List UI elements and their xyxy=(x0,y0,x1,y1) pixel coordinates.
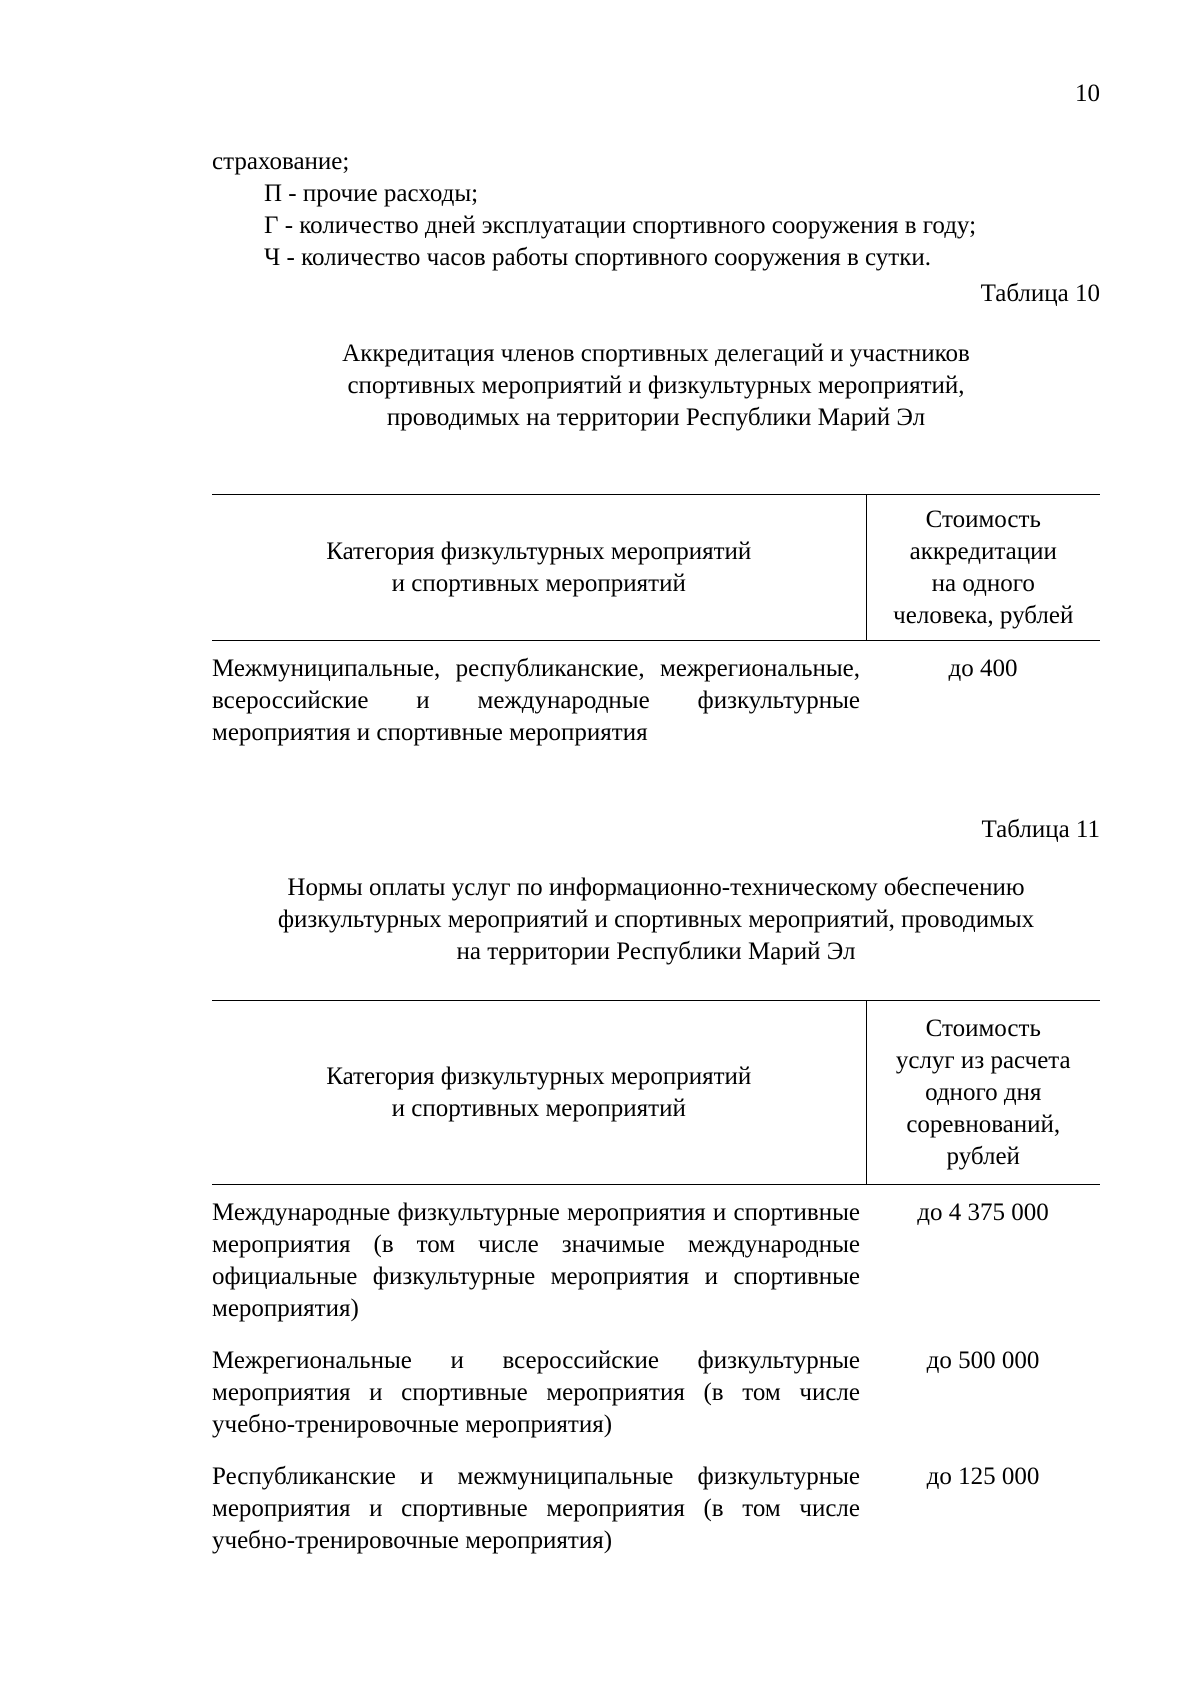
table-11-title xyxy=(212,872,1100,968)
header-line: рублей xyxy=(946,1142,1020,1170)
header-line: Категория физкультурных мероприятий xyxy=(326,1062,752,1090)
header-line: одного дня xyxy=(925,1078,1042,1106)
intro-lines xyxy=(212,146,1112,274)
header-line: человека, рублей xyxy=(893,601,1074,629)
row-price: до 125 000 xyxy=(926,1463,1040,1490)
table-row xyxy=(212,1185,1100,1326)
intro-line: Ч - количество часов работы спортивного сооружения в сутки. xyxy=(264,244,931,271)
intro-line: П - прочие расходы; xyxy=(264,180,479,207)
table-row xyxy=(212,1325,1100,1441)
row-price: до 500 000 xyxy=(926,1347,1040,1374)
header-line: и спортивных мероприятий xyxy=(391,1094,686,1122)
table-row xyxy=(212,641,1100,750)
row-category: Межрегиональные и всероссийские физкультурные мероприятия и спортивные мероприятия (в том числе учебно-тренировочные мероприятия) xyxy=(212,1347,860,1438)
table-11-title-line: Нормы оплаты услуг по информационно-техническому обеспечению xyxy=(287,874,1025,901)
table-11-title-line: физкультурных мероприятий и спортивных мероприятий, проводимых xyxy=(277,906,1035,933)
table-10-header-row xyxy=(212,495,1100,641)
table-11-header-price xyxy=(866,1001,1100,1185)
table-row xyxy=(212,1441,1100,1557)
header-line: и спортивных мероприятий xyxy=(391,569,686,597)
header-line: услуг из расчета xyxy=(895,1046,1071,1074)
page-number: 10 xyxy=(1075,80,1100,107)
table-10-title xyxy=(212,338,1100,434)
table-10-title-line: проводимых на территории Республики Марий Эл xyxy=(386,404,926,431)
header-line: Категория физкультурных мероприятий xyxy=(326,537,752,565)
table-10-header-price xyxy=(866,495,1100,641)
table-10-label: Таблица 10 xyxy=(980,280,1100,307)
row-category: Международные физкультурные мероприятия и спортивные мероприятия (в том числе значимые международные официальные физкультурные мероприятия и спортивные мероприятия) xyxy=(212,1199,860,1322)
row-price: до 400 xyxy=(948,655,1018,682)
table-11-header-category xyxy=(212,1001,866,1185)
table-10-header-category xyxy=(212,495,866,641)
row-category: Республиканские и межмуниципальные физкультурные мероприятия и спортивные мероприятия (в том числе учебно-тренировочные мероприятия) xyxy=(212,1463,860,1554)
intro-line: Г - количество дней эксплуатации спортивного сооружения в году; xyxy=(264,212,977,239)
header-line: Стоимость xyxy=(925,1014,1041,1042)
table-10-title-line: Аккредитация членов спортивных делегаций и участников xyxy=(342,340,970,367)
header-line: Стоимость xyxy=(925,505,1041,533)
header-line: соревнований, xyxy=(906,1110,1061,1138)
table-10 xyxy=(212,494,1100,749)
table-11-header-row xyxy=(212,1001,1100,1185)
intro-line: страхование; xyxy=(212,148,350,175)
table-11 xyxy=(212,1000,1100,1557)
table-11-title-line: на территории Республики Марий Эл xyxy=(456,938,856,965)
table-11-label: Таблица 11 xyxy=(981,816,1100,843)
header-line: аккредитации xyxy=(909,537,1057,565)
row-price: до 4 375 000 xyxy=(917,1199,1049,1226)
row-category: Межмуниципальные, республиканские, межрегиональные, всероссийские и международные физкультурные мероприятия и спортивные мероприятия xyxy=(212,655,860,746)
table-10-title-line: спортивных мероприятий и физкультурных мероприятий, xyxy=(347,372,965,399)
header-line: на одного xyxy=(931,569,1035,597)
